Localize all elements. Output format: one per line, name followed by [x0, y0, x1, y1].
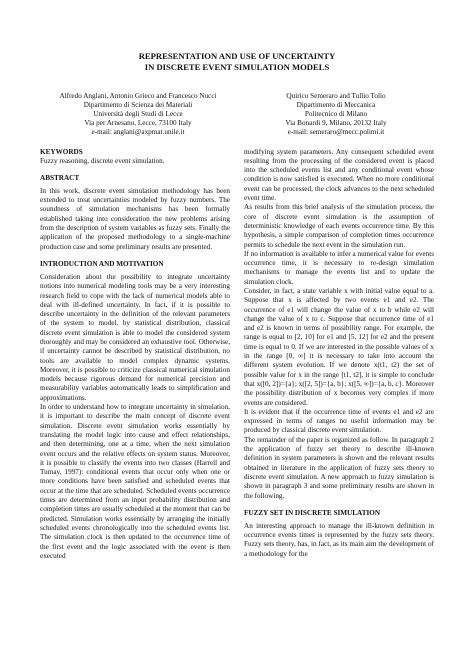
keywords-heading: KEYWORDS [40, 147, 83, 156]
author-department: Dipartimento di Scienza dei Materiali [83, 100, 193, 109]
body-paragraph-4: Consider, in fact, a state variable x with initial value equal to a. Suppose that x is affected by two events e1 and e2. The occurrence of e1 will change the value of x to b while e2 will change the value of x to c. Suppose that occurrence time of e1 and e2 is known in terms of possibility range. For example, the range is equal to [2, 10] for e1 and [5, 12] for e2 and the present time is equal to 0. If we are interested in the possible values of x in the range [0, ∞] it is necessary to take into account the different system evolution. If we denote x(t1, t2) the set of possible value for x in the range [t1, t2], it is simple to conclude that x([0, 2])={a}; x([2, 5])={a, b}; x([5, ∞])={a, b, c}. Moreover the possibility distribution of x becomes very complex if more events are considered. [244, 286, 434, 407]
abstract-text: In this work, discrete event simulation methodology has been extended to treat uncertainties modeled by fuzzy numbers. The soundness of simulation mechanisms has been formally established taking into consideration the new problems arising from the description of system variables as fuzzy sets. Finally the application of the proposed methodology to a single-machine production case and some preliminary results are presented. [40, 186, 230, 251]
body-paragraph-3: If no information is available to infer a numerical value for events occurrence time, it is necessary to re-design simulation mechanisms to manage the events list and to update the simulation clock. [244, 249, 434, 286]
body-paragraph-2: As results from this brief analysis of the simulation process, the core of discrete event simulation is the assumption of deterministic knowledge of each events occurrence time. By this hypothesis, a simple comparison of completion times occurrence permits to schedule the next event in the simulation run. [244, 203, 434, 249]
author-email: e-mail: anglani@axpmat.unile.it [91, 127, 185, 136]
author-department: Dipartimento di Meccanica [296, 100, 376, 109]
left-column [40, 148, 230, 562]
keywords-text: Fuzzy reasoning, discrete event simulation. [40, 156, 165, 165]
right-column [244, 148, 434, 562]
fuzzy-paragraph-1: An interesting approach to manage the ill-known definition in occurrence events times is represented by the fuzzy sets theory. Fuzzy sets theory, has, in fact, as its main aim the development of a methodology for the [244, 521, 434, 558]
fuzzy-heading: FUZZY SET IN DISCRETE SIMULATION [244, 508, 381, 517]
author-block-milano [238, 92, 434, 137]
author-names: Quirico Semeraro and Tullio Tolio [286, 92, 386, 100]
title-line-1: REPRESENTATION AND USE OF UNCERTAINTY [138, 51, 336, 61]
author-affiliations [40, 92, 434, 137]
author-address: Via Bonardi 9, Milano, 20132 Italy [285, 118, 387, 127]
author-names: Alfredo Anglani, Antonio Grieco and Francesco Nucci [59, 92, 217, 100]
author-address: Via per Arnesano, Lecce, 73100 Italy [84, 118, 192, 127]
intro-paragraph-2: In order to understand how to integrate uncertainty in simulation, it is important to describe the main concept of discrete event simulation. Discrete event simulation works essentially by translating the model logic into cause and effect relationships, and then determining, one at a time, when the next simulation event occurs and the relative effects on system status. Moreover, it is possible to classify the events into two classes (Harrell and Tumay, 1997): conditional events that occur only when one or more conditions have been satisfied and scheduled events that occur at the time that are scheduled. Scheduled events occurrence times are determined from an input probability distribution and completion times are usually scheduled at the moment that can be predicted. Simulation works essentially by arranging the initially scheduled events chronologically into the scheduled events list. The simulation clock is then updated to the occurrence time of the first event and the logic associated with the event is then executed [40, 403, 230, 560]
title-line-2: IN DISCRETE EVENT SIMULATION MODELS [144, 62, 330, 72]
body-paragraph-5: It is evident that if the occurrence time of events e1 and e2 are expressed in terms of ranges no useful information may be produced by classical discrete event simulation. [244, 407, 434, 435]
body-paragraph-6: The remainder of the paper is organized as follow. In paragraph 2 the application of fuzzy set theory to describe ill-known definition in system parameters is shown and the relevant results obtained in literature in the application of fuzzy sets theory to discrete event simulation. A new approach to fuzzy simulation is shown in paragraph 3 and some preliminary results are shown in the following. [244, 435, 434, 500]
body-paragraph-1: modifying system parameters. Any consequent scheduled event resulting from the processing of the considered event is placed into the scheduled events list and any conditional event whose condition is now satisfied is executed. When no more conditional event can be processed, the clock advances to the next scheduled event time. [244, 147, 434, 203]
paper-title [40, 0, 434, 73]
intro-heading: INTRODUCTION AND MOTIVATION [40, 259, 164, 268]
author-block-lecce [40, 92, 236, 137]
body-columns [40, 148, 434, 562]
author-email: e-mail: semeraro@mecc.polimi.it [287, 127, 385, 136]
author-institution: Università degli Studi di Lecce [93, 109, 183, 118]
intro-paragraph-1: Consideration about the possibility to integrate uncertainty notions into numerical modeling tools may be a very interesting research field to cope with the lack of numerical models able to deal with ill-defined uncertainty. In fact, if it is possible to describe uncertainty in the definition of the relevant parameters of the system to model, by statistical distribution, classical discrete event simulation is able to model the considered system thoroughly and may be considered an exhaustive tool. Otherwise, if uncertainty cannot be described by statistical distribution, no tools are available to model complex dynamic systems. Moreover, it is possible to criticize classical numerical simulation models because rigorous demand for numerical precision and measurability variables automatically leads to simplification and approximations. [40, 272, 230, 402]
abstract-heading: ABSTRACT [40, 173, 80, 182]
author-institution: Politecnico di Milano [304, 109, 368, 118]
